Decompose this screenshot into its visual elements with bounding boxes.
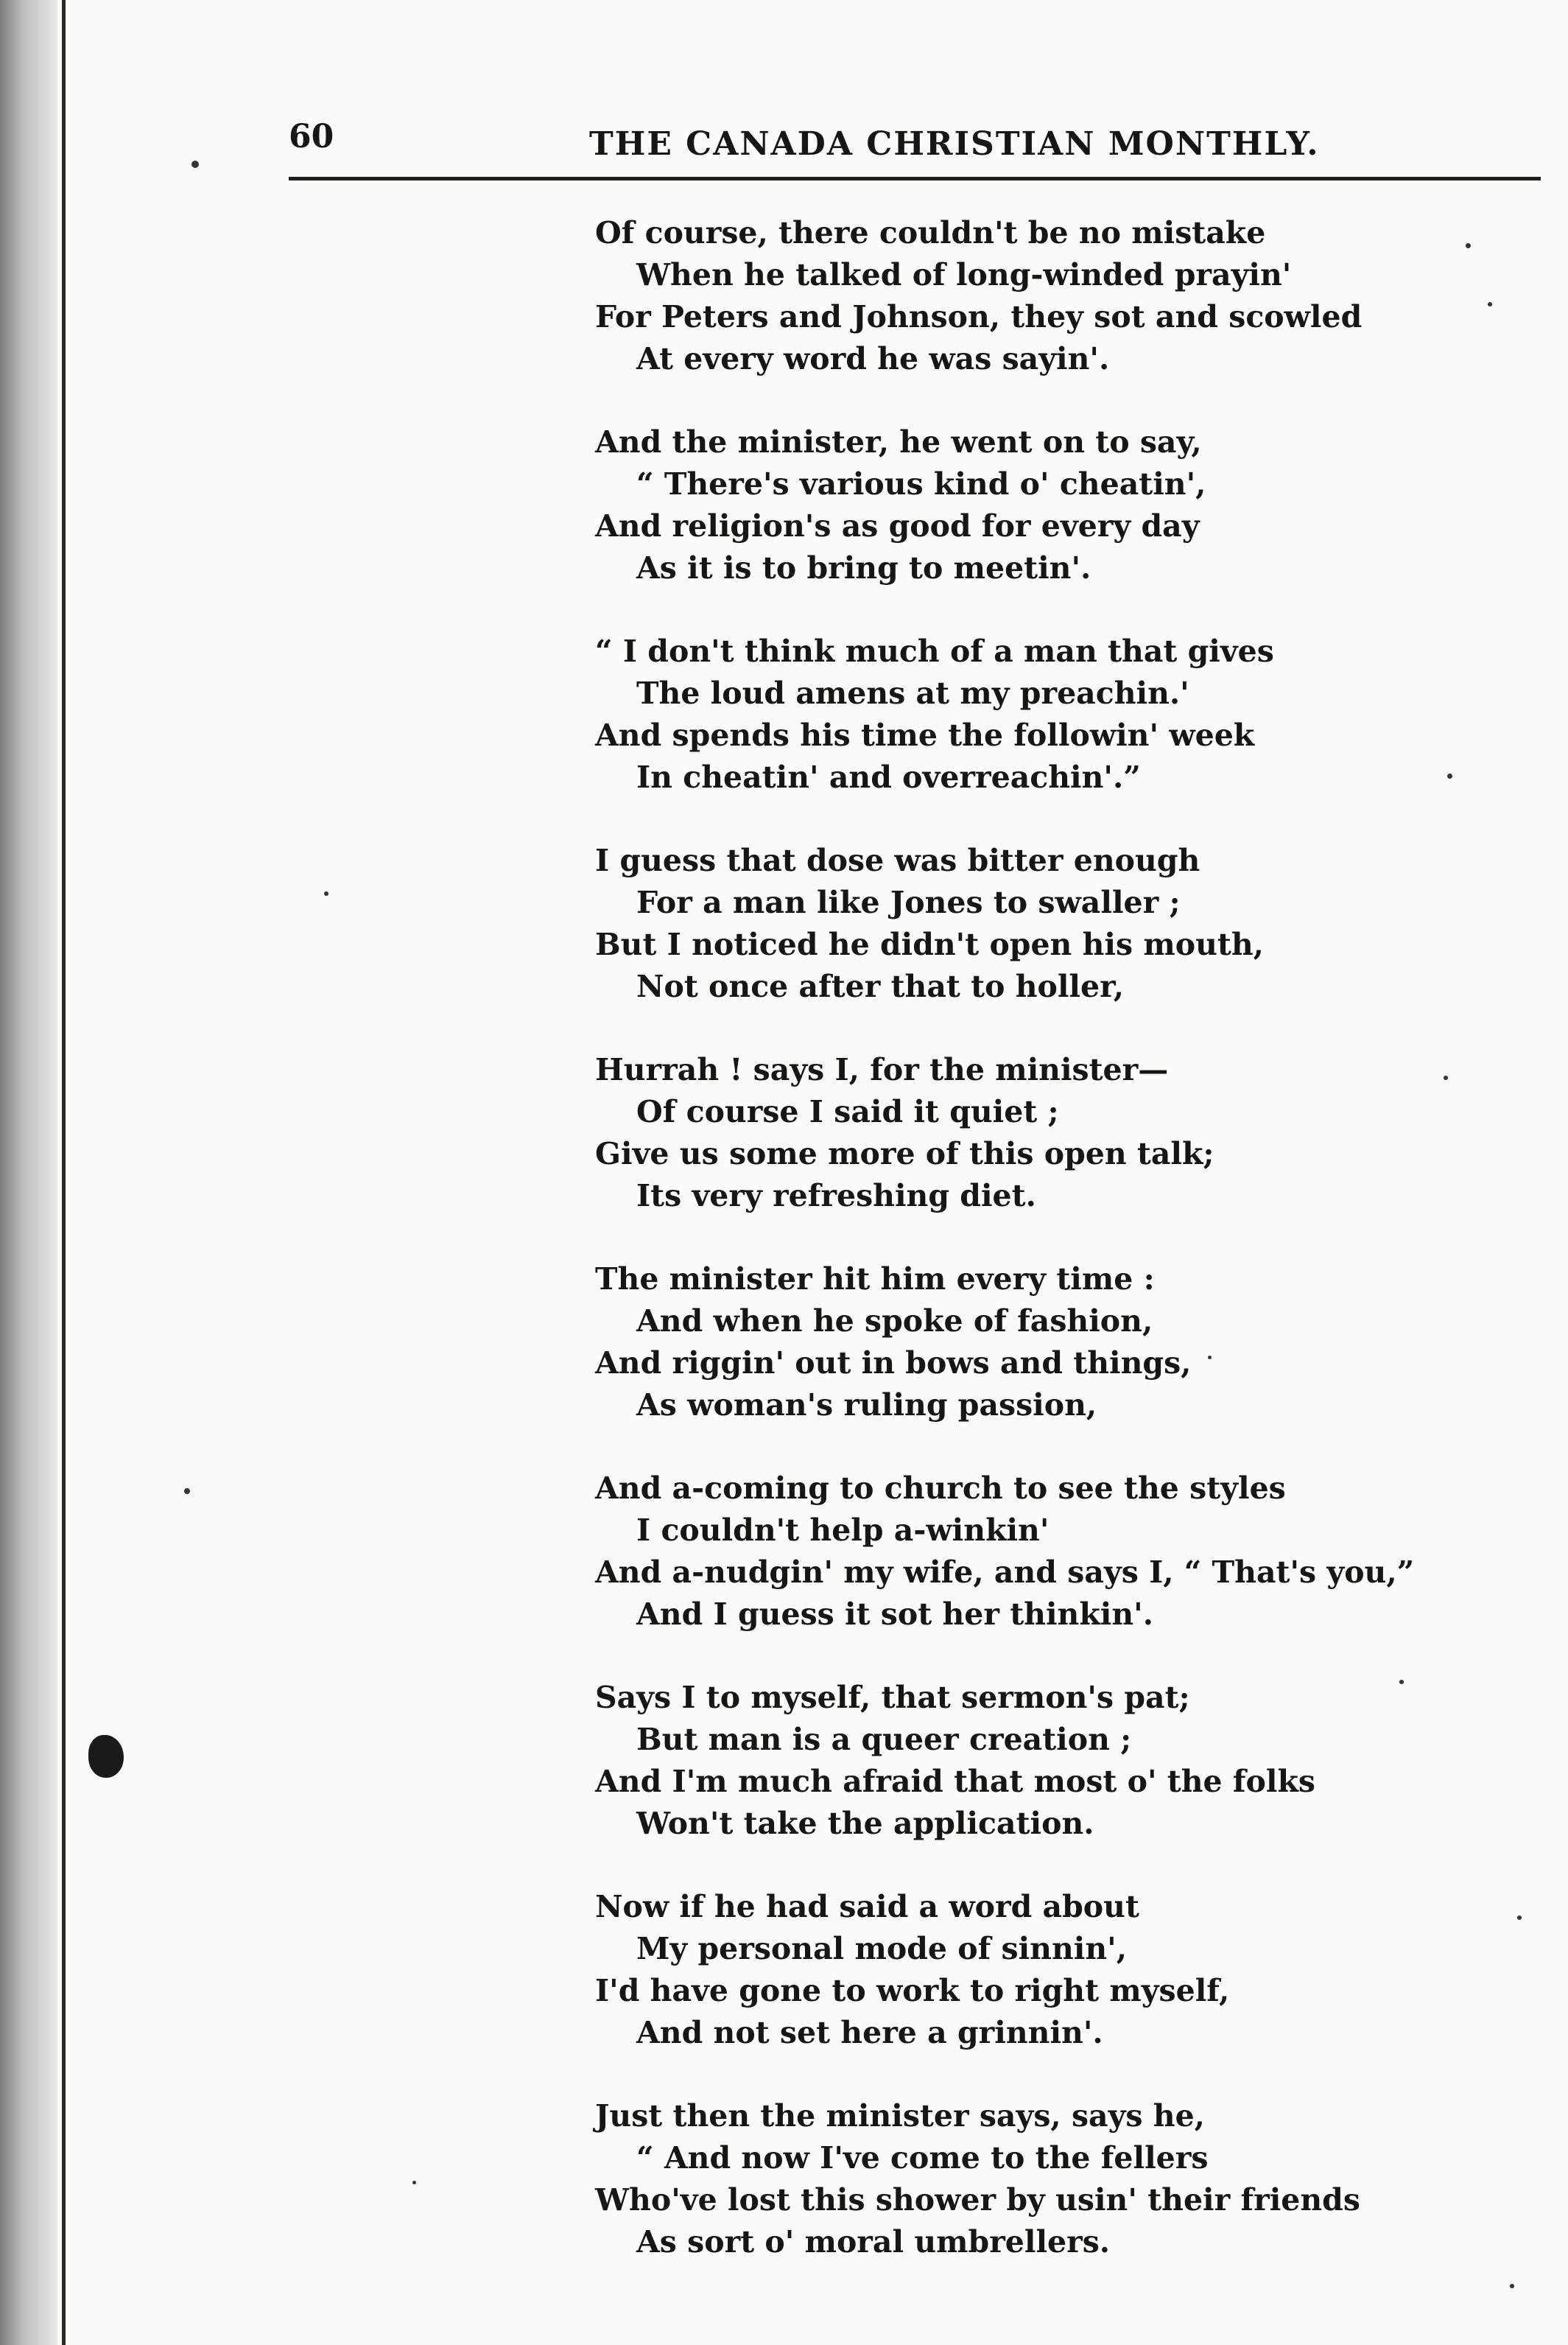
poem-line: Says I to myself, that sermon's pat; [595, 1680, 1190, 1715]
poem-line: The loud amens at my preachin.' [636, 676, 1189, 711]
scan-speck [1444, 1076, 1448, 1080]
poem-line: And a-coming to church to see the styles [595, 1471, 1286, 1506]
scan-speck [184, 1488, 190, 1494]
poem-line: “ I don't think much of a man that gives [595, 634, 1274, 669]
poem-line: For Peters and Johnson, they sot and scowled [595, 299, 1363, 334]
poem-line: Now if he had said a word about [595, 1889, 1139, 1924]
book-binding-edge [0, 0, 57, 2345]
poem-line: Won't take the application. [636, 1806, 1094, 1841]
poem-line: Of course, there couldn't be no mistake [595, 215, 1266, 250]
poem-line: And when he spoke of fashion, [636, 1303, 1153, 1339]
poem-line: In cheatin' and overreachin'.” [636, 760, 1141, 795]
poem-line: I guess that dose was bitter enough [595, 843, 1200, 878]
poem-line: I'd have gone to work to right myself, [595, 1973, 1230, 2008]
poem-line: But man is a queer creation ; [636, 1722, 1132, 1757]
stanza [595, 1049, 1391, 1217]
stanza [595, 1886, 1391, 2054]
stanza [595, 1677, 1391, 1845]
poem-line: “ And now I've come to the fellers [636, 2140, 1209, 2176]
poem-line: “ There's various kind o' cheatin', [636, 466, 1206, 502]
poem-body [595, 212, 1415, 2304]
scan-speck [191, 161, 199, 168]
scan-speck [324, 891, 328, 896]
scan-speck [1466, 243, 1471, 248]
poem-line: As sort o' moral umbrellers. [636, 2224, 1111, 2260]
stanza [595, 2095, 1391, 2263]
stanza [595, 212, 1391, 380]
poem-line: The minister hit him every time : [595, 1261, 1155, 1297]
poem-line: And not set here a grinnin'. [636, 2015, 1103, 2050]
scan-speck [1447, 774, 1452, 779]
header-rule [289, 177, 1541, 180]
scan-speck [412, 2181, 416, 2184]
poem-line: And I'm much afraid that most o' the folks [595, 1764, 1315, 1799]
poem-line: And the minister, he went on to say, [595, 424, 1202, 460]
poem-line: Who've lost this shower by usin' their friends [595, 2182, 1360, 2218]
scan-speck [1517, 1915, 1522, 1920]
running-title: THE CANADA CHRISTIAN MONTHLY. [589, 125, 1320, 163]
poem-line: My personal mode of sinnin', [636, 1931, 1127, 1966]
stanza [595, 1258, 1391, 1426]
poem-line: As it is to bring to meetin'. [636, 550, 1091, 586]
poem-line: And spends his time the followin' week [595, 718, 1255, 753]
stanza [595, 421, 1391, 589]
stanza [595, 1468, 1415, 1636]
poem-line: But I noticed he didn't open his mouth, [595, 927, 1264, 962]
poem-line: As woman's ruling passion, [636, 1387, 1097, 1423]
poem-line: Hurrah ! says I, for the minister— [595, 1052, 1169, 1087]
poem-line: Of course I said it quiet ; [636, 1094, 1059, 1129]
poem-line: At every word he was sayin'. [636, 341, 1110, 376]
poem-line: Just then the minister says, says he, [595, 2098, 1205, 2134]
poem-line: I couldn't help a-winkin' [636, 1512, 1050, 1548]
poem-line: Give us some more of this open talk; [595, 1136, 1214, 1171]
scan-speck [1510, 2284, 1514, 2288]
binding-margin-line [62, 0, 66, 2345]
poem-line: And a-nudgin' my wife, and says I, “ That's you,” [595, 1554, 1415, 1590]
scan-speck [1488, 302, 1492, 306]
page-number: 60 [289, 118, 334, 155]
scan-speck [1208, 1356, 1212, 1359]
poem-line: And religion's as good for every day [595, 508, 1200, 544]
ink-blot [88, 1735, 124, 1778]
stanza [595, 840, 1391, 1008]
poem-line: When he talked of long-winded prayin' [636, 257, 1292, 292]
stanza [595, 631, 1391, 799]
poem-line: Its very refreshing diet. [636, 1178, 1036, 1213]
poem-line: Not once after that to holler, [636, 969, 1124, 1004]
scan-speck [1399, 1680, 1404, 1684]
poem-line: And riggin' out in bows and things, [595, 1345, 1192, 1381]
poem-line: And I guess it sot her thinkin'. [636, 1596, 1153, 1632]
poem-line: For a man like Jones to swaller ; [636, 885, 1181, 920]
